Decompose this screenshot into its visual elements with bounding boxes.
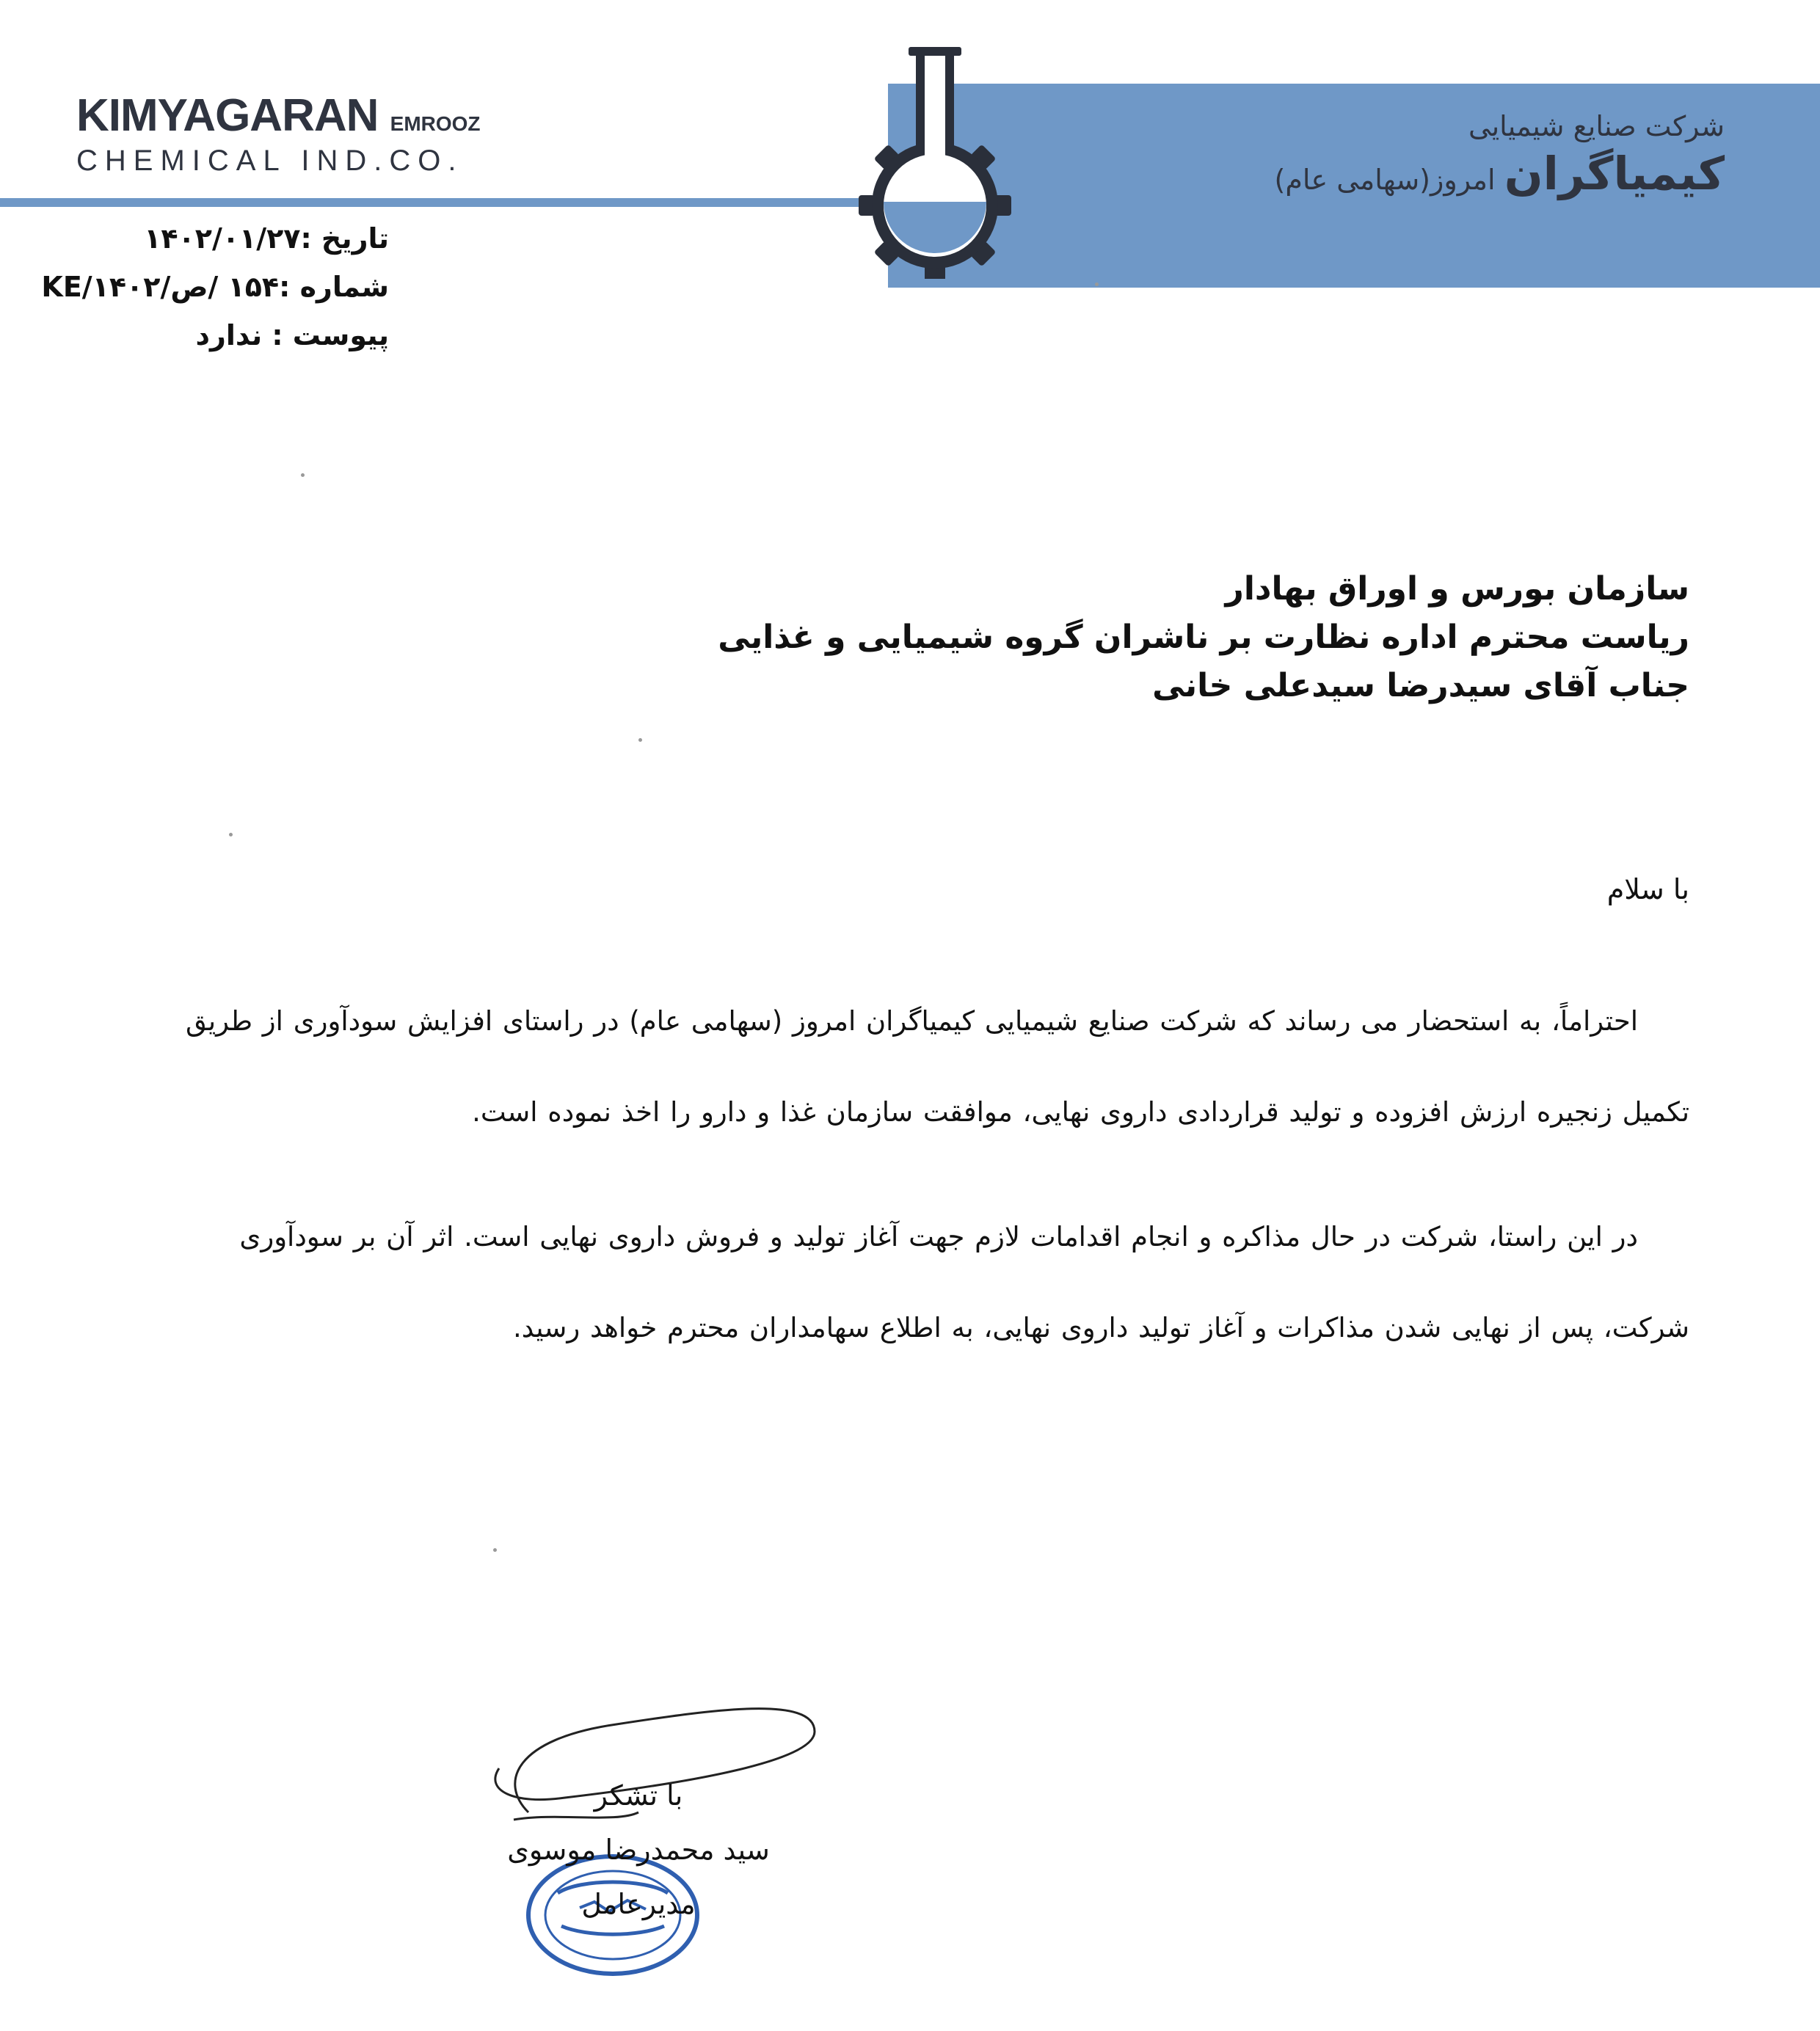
letter-attachment: پیوست : ندارد xyxy=(195,319,389,351)
brand-fa-name: کیمیاگران xyxy=(1504,147,1725,200)
letter-date: تاریخ :۱۴۰۲/۰۱/۲۷ xyxy=(144,222,389,255)
signer-title: مدیرعامل xyxy=(581,1888,696,1920)
flask-gear-logo-icon xyxy=(815,44,1049,279)
recipient-block xyxy=(662,565,1689,710)
recipient-line-2: ریاست محترم اداره نظارت بر ناشران گروه شیمیایی و غذایی xyxy=(718,619,1689,656)
signature-block xyxy=(470,1768,807,1931)
scan-speck xyxy=(229,833,233,836)
recipient-line-3: جناب آقای سیدرضا سیدعلی خانی xyxy=(1152,667,1689,704)
recipient-line-1: سازمان بورس و اوراق بهادار xyxy=(1225,570,1689,608)
greeting: با سلام xyxy=(1606,873,1689,905)
body-paragraph-1 xyxy=(134,976,1689,1158)
signer-name: سید محمدرضا موسوی xyxy=(507,1834,770,1866)
brand-persian xyxy=(1167,110,1725,200)
scan-speck xyxy=(493,1548,497,1552)
brand-fa-rest: امروز(سهامی عام) xyxy=(1274,164,1496,196)
brand-en-main: KIMYAGARAN xyxy=(76,90,379,141)
paragraph-1-line-1: احتراماً، به استحضار می رساند که شرکت صنایع شیمیایی کیمیاگران امروز (سهامی عام) در راستای افزایش سودآوری از طریق xyxy=(186,1005,1638,1037)
paragraph-2-line-1: در این راستا، شرکت در حال مذاکره و انجام اقدامات لازم جهت آغاز تولید و فروش داروی نهایی است. اثر آن بر سودآوری xyxy=(239,1221,1638,1252)
body-paragraph-2 xyxy=(134,1192,1689,1374)
brand-english xyxy=(76,90,531,178)
letter-number: شماره :۱۵۴ /ص/KE/۱۴۰۲ xyxy=(41,271,389,303)
scan-speck xyxy=(301,473,305,477)
header-rule xyxy=(0,198,903,207)
closing-text: با تشکر xyxy=(594,1779,683,1812)
brand-en-suffix: EMROOZ xyxy=(390,112,481,135)
scan-speck xyxy=(638,738,642,742)
letter-meta xyxy=(41,214,389,360)
brand-fa-top: شرکت صنایع شیمیایی xyxy=(1468,110,1725,142)
scan-speck xyxy=(1095,282,1099,286)
paragraph-2-line-2: شرکت، پس از نهایی شدن مذاکرات و آغاز تولید داروی نهایی، به اطلاع سهامداران محترم خواهد رسید. xyxy=(513,1312,1689,1343)
paragraph-1-line-2: تکمیل زنجیره ارزش افزوده و تولید قراردادی داروی نهایی، موافقت سازمان غذا و دارو را اخذ نموده است. xyxy=(472,1096,1689,1128)
brand-en-sub: CHEMICAL IND.CO. xyxy=(76,145,464,177)
